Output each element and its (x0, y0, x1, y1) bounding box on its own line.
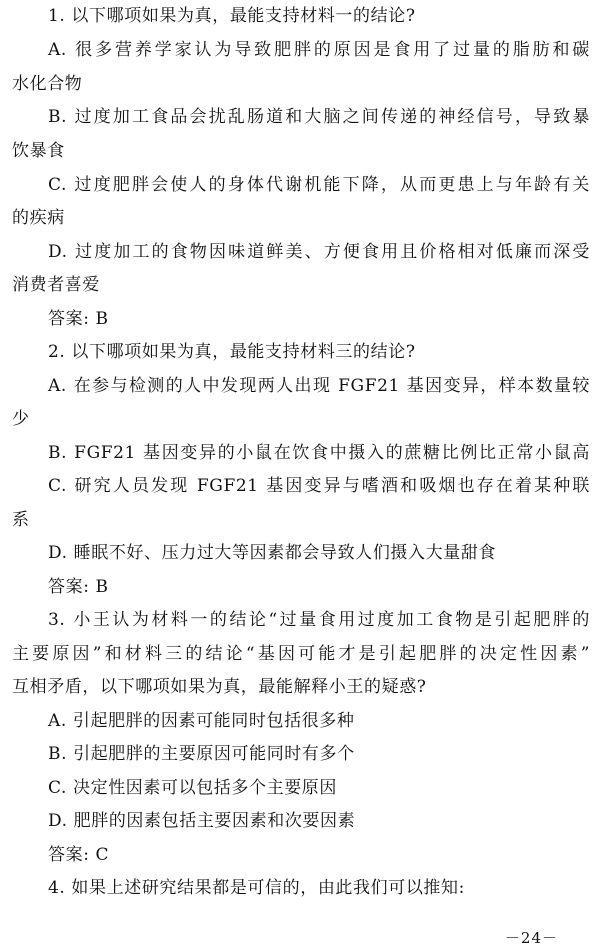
question-2-option-d: D. 睡眠不好、压力过大等因素都会导致人们摄入大量甜食 (48, 543, 497, 563)
question-1-option-a-cont: 水化合物 (12, 74, 83, 94)
question-1-option-d: D. 过度加工的食物因味道鲜美、方便食用且价格相对低廉而深受 (48, 242, 590, 262)
question-3-option-b: B. 引起肥胖的主要原因可能同时有多个 (48, 744, 355, 764)
page-number: －24－ (504, 929, 558, 947)
question-3-option-c: C. 决定性因素可以包括多个主要原因 (48, 778, 338, 798)
question-4-stem: 4. 如果上述研究结果都是可信的，由此我们可以推知: (48, 878, 465, 898)
question-2-option-a-cont: 少 (12, 409, 30, 429)
question-3-stem-cont-2: 互相矛盾，以下哪项如果为真，最能解释小王的疑惑? (12, 677, 427, 697)
question-1-option-b-cont: 饮暴食 (12, 141, 65, 161)
question-1-option-c: C. 过度肥胖会使人的身体代谢机能下降，从而更患上与年龄有关 (48, 175, 590, 195)
question-3-stem-cont-1: 主要原因”和材料三的结论“基因可能才是引起肥胖的决定性因素” (12, 644, 590, 664)
question-2-option-c-cont: 系 (12, 510, 30, 530)
question-1-option-c-cont: 的疾病 (12, 208, 65, 228)
question-2-option-c: C. 研究人员发现 FGF21 基因变异与嗜酒和吸烟也存在着某种联 (48, 476, 590, 496)
question-1-option-a: A. 很多营养学家认为导致肥胖的原因是食用了过量的脂肪和碳 (48, 40, 590, 60)
question-3-answer: 答案: C (48, 845, 110, 865)
question-2-option-a: A. 在参与检测的人中发现两人出现 FGF21 基因变异，样本数量较 (48, 376, 590, 396)
question-3-option-d: D. 肥胖的因素包括主要因素和次要因素 (48, 811, 356, 831)
question-2-stem: 2. 以下哪项如果为真，最能支持材料三的结论? (48, 342, 416, 362)
question-1-option-d-cont: 消费者喜爱 (12, 275, 100, 295)
question-2-option-b: B. FGF21 基因变异的小鼠在饮食中摄入的蔗糖比例比正常小鼠高 (48, 443, 590, 463)
question-3-stem: 3. 小王认为材料一的结论“过量食用过度加工食物是引起肥胖的 (48, 610, 590, 630)
question-3-option-a: A. 引起肥胖的因素可能同时包括很多种 (48, 711, 355, 731)
question-2-answer: 答案: B (48, 577, 109, 597)
question-1-answer: 答案: B (48, 309, 109, 329)
question-1-stem: 1. 以下哪项如果为真，最能支持材料一的结论? (48, 6, 416, 26)
question-1-option-b: B. 过度加工食品会扰乱肠道和大脑之间传递的神经信号，导致暴 (48, 107, 590, 127)
